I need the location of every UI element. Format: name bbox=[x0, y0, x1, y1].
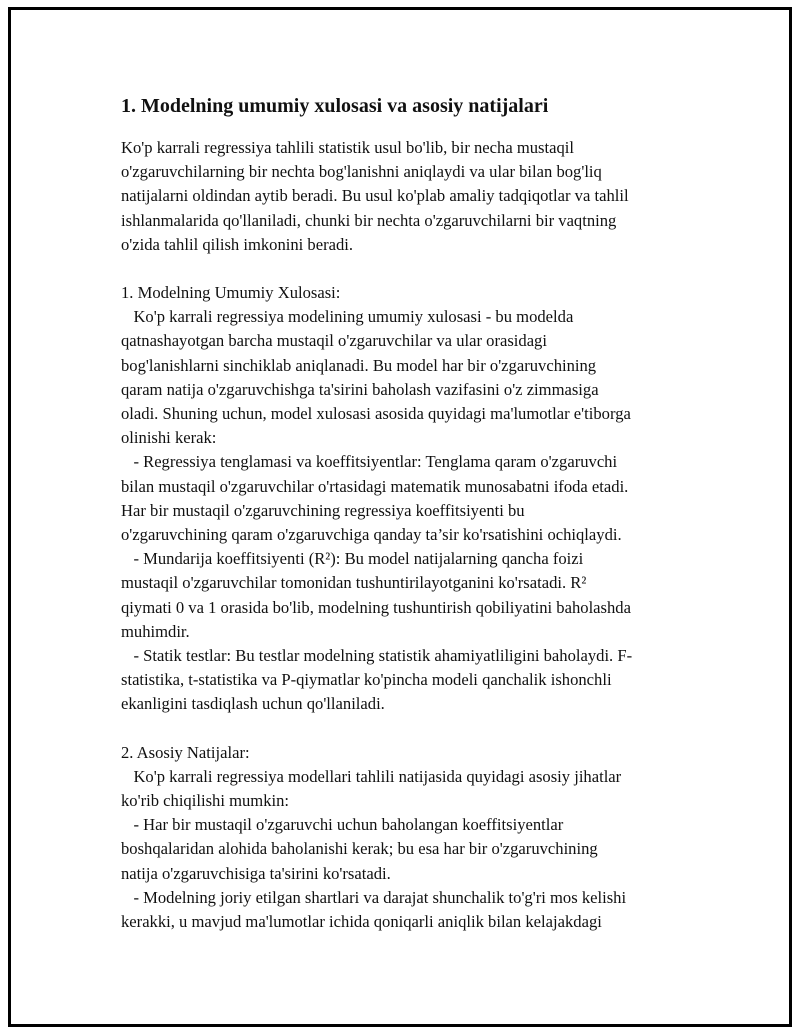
text-line: Har bir mustaqil o'zgaruvchining regressiya koeffitsiyenti bu bbox=[121, 500, 525, 520]
text-line: oladi. Shuning uchun, model xulosasi asosida quyidagi ma'lumotlar e'tiborga bbox=[121, 404, 631, 424]
text-line: statistika, t-statistika va P-qiymatlar ko'pincha modeli qanchalik ishonchli bbox=[121, 670, 612, 690]
text-line: Ko'p karrali regressiya tahlili statistik usul bo'lib, bir necha mustaqil bbox=[121, 138, 574, 157]
text-line: Ko'p karrali regressiya modellari tahlili natijasida quyidagi asosiy jihatlar bbox=[121, 766, 622, 786]
text-line: ishlanmalarida qo'llaniladi, chunki bir nechta o'zgaruvchilarni bir vaqtning bbox=[121, 210, 617, 230]
text-line: qiymati 0 va 1 orasida bo'lib, modelning tushuntirish qobiliyatini baholashda bbox=[121, 597, 631, 617]
text-line: ko'rib chiqilishi mumkin: bbox=[121, 791, 290, 811]
text-line: muhimdir. bbox=[121, 621, 190, 641]
document-heading: 1. Modelning umumiy xulosasi va asosiy natijalari bbox=[121, 95, 549, 117]
bullet-line: - Har bir mustaqil o'zgaruvchi uchun baholangan koeffitsiyentlar bbox=[121, 815, 564, 835]
text-line: o'zgaruvchining qaram o'zgaruvchiga qanday ta’sir ko'rsatishini ochiqlaydi. bbox=[121, 525, 622, 545]
text-line: Ko'p karrali regressiya modelining umumiy xulosasi - bu modelda bbox=[121, 307, 574, 327]
text-line: kerakki, u mavjud ma'lumotlar ichida qoniqarli aniqlik bilan kelajakdagi bbox=[121, 912, 602, 932]
text-line: olinishi kerak: bbox=[121, 428, 217, 448]
text-line: o'zida tahlil qilish imkonini beradi. bbox=[121, 234, 354, 254]
text-line: o'zgaruvchilarning bir nechta bog'lanishni aniqlaydi va ular bilan bog'liq bbox=[121, 162, 602, 182]
text-line: bilan mustaqil o'zgaruvchilar o'rtasidagi matematik munosabatni ifoda etadi. bbox=[121, 476, 629, 496]
section-title: 1. Modelning Umumiy Xulosasi: bbox=[121, 283, 341, 303]
document-body bbox=[121, 94, 681, 934]
section-model-summary bbox=[121, 281, 681, 717]
text-line: ekanligini tasdiqlash uchun qo'llaniladi. bbox=[121, 694, 385, 714]
section-main-results bbox=[121, 741, 681, 935]
text-line: qaram natija o'zgaruvchishga ta'sirini baholash vazifasini o'z zimmasiga bbox=[121, 379, 599, 399]
bullet-line: - Regressiya tenglamasi va koeffitsiyentlar: Tenglama qaram o'zgaruvchi bbox=[121, 452, 618, 472]
page-frame bbox=[8, 7, 792, 1027]
bullet-line: - Modelning joriy etilgan shartlari va darajat shunchalik to'g'ri mos kelishi bbox=[121, 887, 627, 907]
text-line: natijalarni oldindan aytib beradi. Bu usul ko'plab amaliy tadqiqotlar va tahlil bbox=[121, 186, 629, 206]
text-line: mustaqil o'zgaruvchilar tomonidan tushuntirilayotganini ko'rsatadi. R² bbox=[121, 573, 587, 593]
text-line: bog'lanishlarni sinchiklab aniqlanadi. Bu model har bir o'zgaruvchining bbox=[121, 355, 597, 375]
text-line: qatnashayotgan barcha mustaqil o'zgaruvchilar va ular orasidagi bbox=[121, 331, 547, 351]
section-title: 2. Asosiy Natijalar: bbox=[121, 742, 250, 762]
bullet-line: - Mundarija koeffitsiyenti (R²): Bu model natijalarning qancha foizi bbox=[121, 549, 584, 569]
intro-paragraph bbox=[121, 136, 681, 257]
text-line: natija o'zgaruvchisiga ta'sirini ko'rsatadi. bbox=[121, 863, 391, 883]
text-line: boshqalaridan alohida baholanishi kerak; bu esa har bir o'zgaruvchining bbox=[121, 839, 598, 859]
bullet-line: - Statik testlar: Bu testlar modelning statistik ahamiyatliligini baholaydi. F- bbox=[121, 646, 633, 666]
